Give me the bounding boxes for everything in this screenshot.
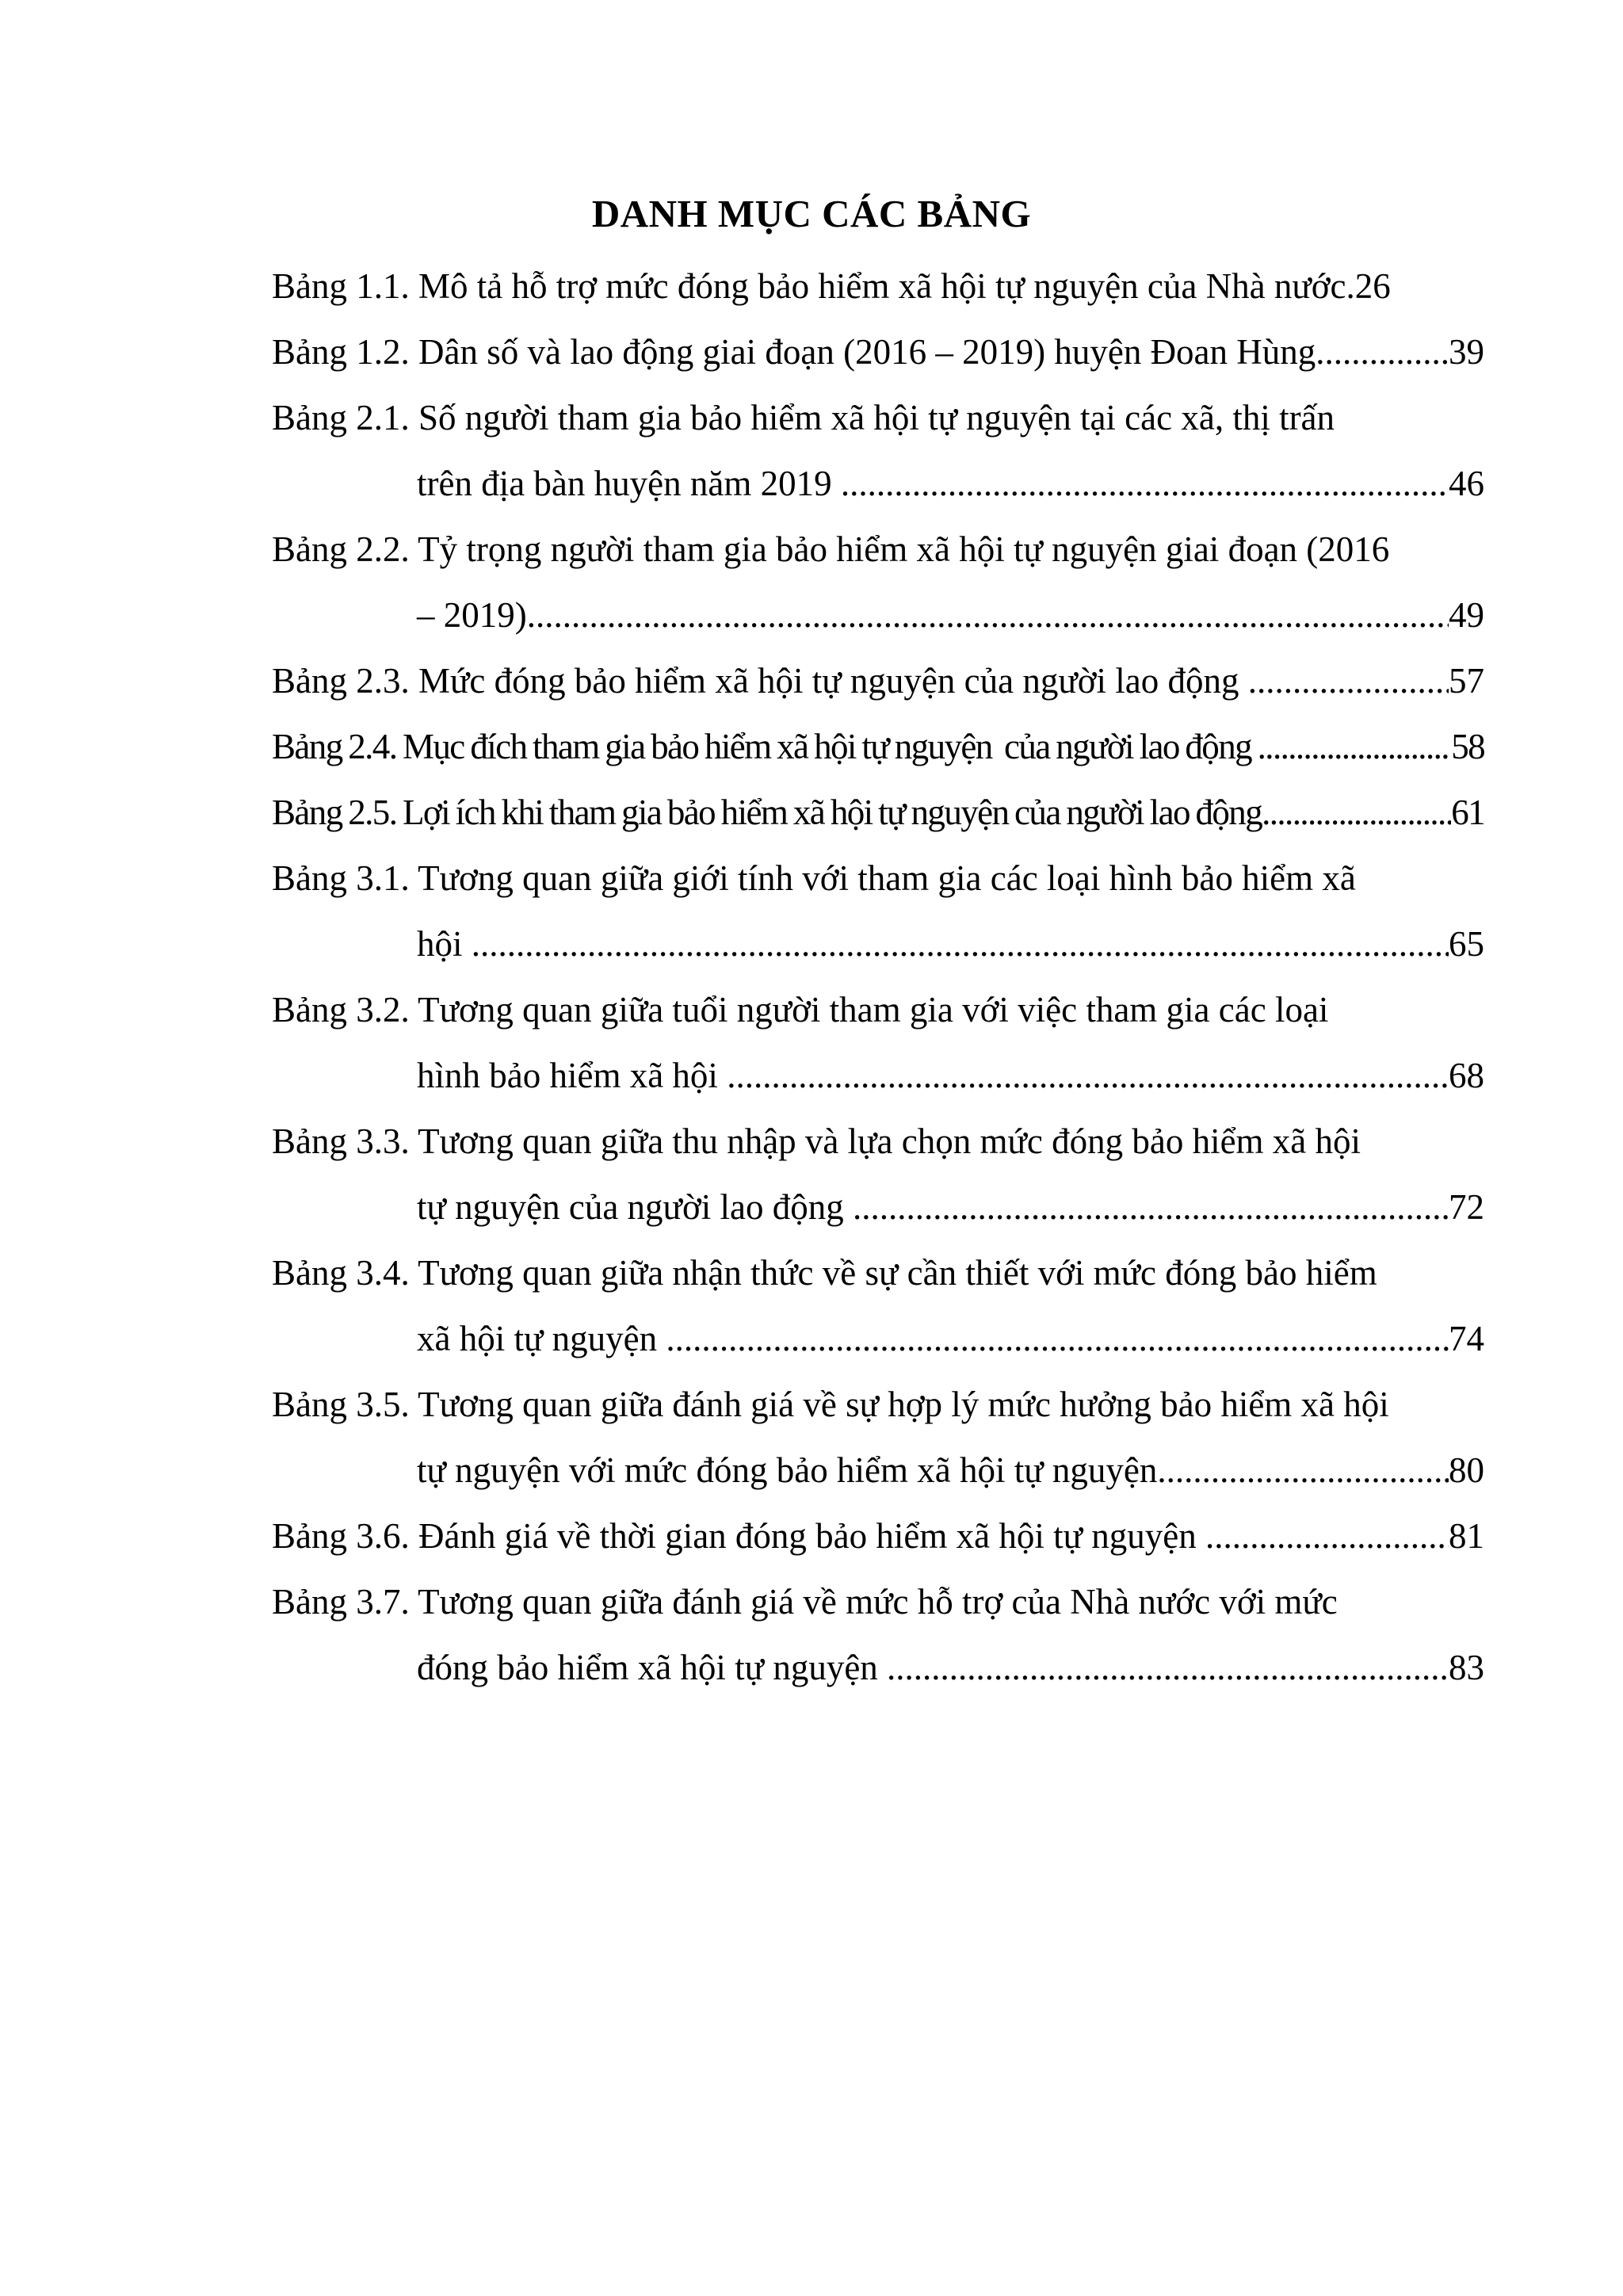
dot-leader (472, 911, 1449, 977)
page-number: 72 (1449, 1187, 1484, 1227)
toc-line (272, 648, 1484, 714)
page-number: 46 (1449, 464, 1484, 503)
dot-leader (1157, 1438, 1449, 1503)
page-number: 83 (1449, 1648, 1484, 1687)
entry-text: Bảng 3.7. Tương quan giữa đánh giá về mức hỗ trợ của Nhà nước với mức (272, 1582, 1338, 1622)
dot-leader (527, 583, 1449, 648)
toc-entry[interactable] (272, 319, 1484, 385)
toc-entry[interactable] (272, 1109, 1484, 1240)
toc-line (272, 1109, 1484, 1175)
page-number: 68 (1449, 1056, 1484, 1095)
entry-text: Bảng 3.5. Tương quan giữa đánh giá về sự hợp lý mức hưởng bảo hiểm xã hội (272, 1385, 1389, 1424)
toc-entry[interactable] (272, 780, 1484, 846)
page-number: 39 (1449, 332, 1484, 372)
page-number: 80 (1449, 1450, 1484, 1490)
entry-text: – 2019) (417, 595, 527, 635)
toc-line (272, 1240, 1484, 1306)
page-number: 49 (1449, 595, 1484, 635)
toc-line (272, 846, 1484, 911)
entry-text: Bảng 2.5. Lợi ích khi tham gia bảo hiểm xã hội tự nguyện của người lao động (272, 793, 1262, 832)
page-number: 58 (1451, 727, 1484, 766)
toc-line (272, 254, 1484, 319)
entry-text: Bảng 3.3. Tương quan giữa thu nhập và lựa chọn mức đóng bảo hiểm xã hội (272, 1121, 1361, 1161)
entry-text: Bảng 1.2. Dân số và lao động giai đoạn (2016 – 2019) huyện Đoan Hùng (272, 332, 1316, 372)
entry-text: Bảng 3.4. Tương quan giữa nhận thức về sự cần thiết với mức đóng bảo hiểm (272, 1253, 1377, 1293)
toc-line-continued (272, 583, 1484, 648)
dot-leader (1248, 648, 1449, 714)
toc-entry[interactable] (272, 254, 1484, 319)
toc-line (272, 517, 1484, 583)
toc-entry[interactable] (272, 1569, 1484, 1701)
dot-leader (853, 1175, 1449, 1240)
page-title: DANH MỤC CÁC BẢNG (591, 192, 1032, 235)
toc-line-continued (272, 1635, 1484, 1701)
toc-line-continued (272, 1043, 1484, 1109)
dot-leader (1205, 1503, 1449, 1569)
page-number: 26 (1354, 266, 1391, 306)
toc-line-continued (272, 1438, 1484, 1503)
toc-line (272, 1569, 1484, 1635)
dot-leader (1316, 319, 1449, 385)
entry-text: trên địa bàn huyện năm 2019 (417, 464, 841, 503)
toc-entry[interactable] (272, 714, 1484, 780)
page-number: 57 (1449, 661, 1484, 701)
toc-line (272, 1503, 1484, 1569)
toc-entry[interactable] (272, 846, 1484, 977)
toc-line-continued (272, 1175, 1484, 1240)
entry-text: hình bảo hiểm xã hội (417, 1056, 727, 1095)
page-number: 61 (1451, 793, 1484, 832)
toc-line (272, 977, 1484, 1043)
toc-line (272, 714, 1484, 780)
toc-line-continued (272, 1306, 1484, 1372)
entry-text: Bảng 2.2. Tỷ trọng người tham gia bảo hiểm xã hội tự nguyện giai đoạn (2016 (272, 529, 1390, 569)
entry-text: tự nguyện của người lao động (417, 1187, 853, 1227)
entry-text: Bảng 3.1. Tương quan giữa giới tính với tham gia các loại hình bảo hiểm xã (272, 858, 1356, 898)
toc-entry[interactable] (272, 385, 1484, 517)
entry-text: đóng bảo hiểm xã hội tự nguyện (417, 1648, 888, 1687)
toc-line (272, 1372, 1484, 1438)
toc-line (272, 385, 1484, 451)
toc-line-continued (272, 911, 1484, 977)
toc-entry[interactable] (272, 648, 1484, 714)
dot-leader (887, 1635, 1449, 1701)
toc-entry[interactable] (272, 977, 1484, 1109)
page-number: 74 (1449, 1319, 1484, 1358)
dot-leader (1262, 780, 1451, 846)
entry-text: Bảng 3.2. Tương quan giữa tuổi người tham gia với việc tham gia các loại (272, 990, 1329, 1030)
toc-entry[interactable] (272, 1372, 1484, 1503)
entry-text: Bảng 1.1. Mô tả hỗ trợ mức đóng bảo hiểm xã hội tự nguyện của Nhà nước. (272, 266, 1355, 306)
entry-text: Bảng 2.1. Số người tham gia bảo hiểm xã hội tự nguyện tại các xã, thị trấn (272, 398, 1335, 437)
dot-leader (666, 1306, 1449, 1372)
toc-entry[interactable] (272, 1503, 1484, 1569)
dot-leader (841, 451, 1449, 517)
dot-leader (1258, 714, 1452, 780)
entry-text: xã hội tự nguyện (417, 1319, 666, 1358)
dot-leader (727, 1043, 1449, 1109)
page-number: 81 (1449, 1516, 1484, 1556)
entry-text: tự nguyện với mức đóng bảo hiểm xã hội tự nguyện (417, 1450, 1158, 1490)
entry-text: Bảng 3.6. Đánh giá về thời gian đóng bảo hiểm xã hội tự nguyện (272, 1516, 1205, 1556)
toc-line-continued (272, 451, 1484, 517)
toc-entry[interactable] (272, 1240, 1484, 1372)
entry-text: Bảng 2.3. Mức đóng bảo hiểm xã hội tự nguyện của người lao động (272, 661, 1248, 701)
entry-text: hội (417, 924, 472, 964)
toc-line (272, 319, 1484, 385)
toc-line (272, 780, 1484, 846)
toc-entry[interactable] (272, 517, 1484, 648)
entry-text: Bảng 2.4. Mục đích tham gia bảo hiểm xã hội tự nguyện của người lao động (272, 727, 1258, 766)
table-list (272, 254, 1484, 1701)
page-number: 65 (1449, 924, 1484, 964)
